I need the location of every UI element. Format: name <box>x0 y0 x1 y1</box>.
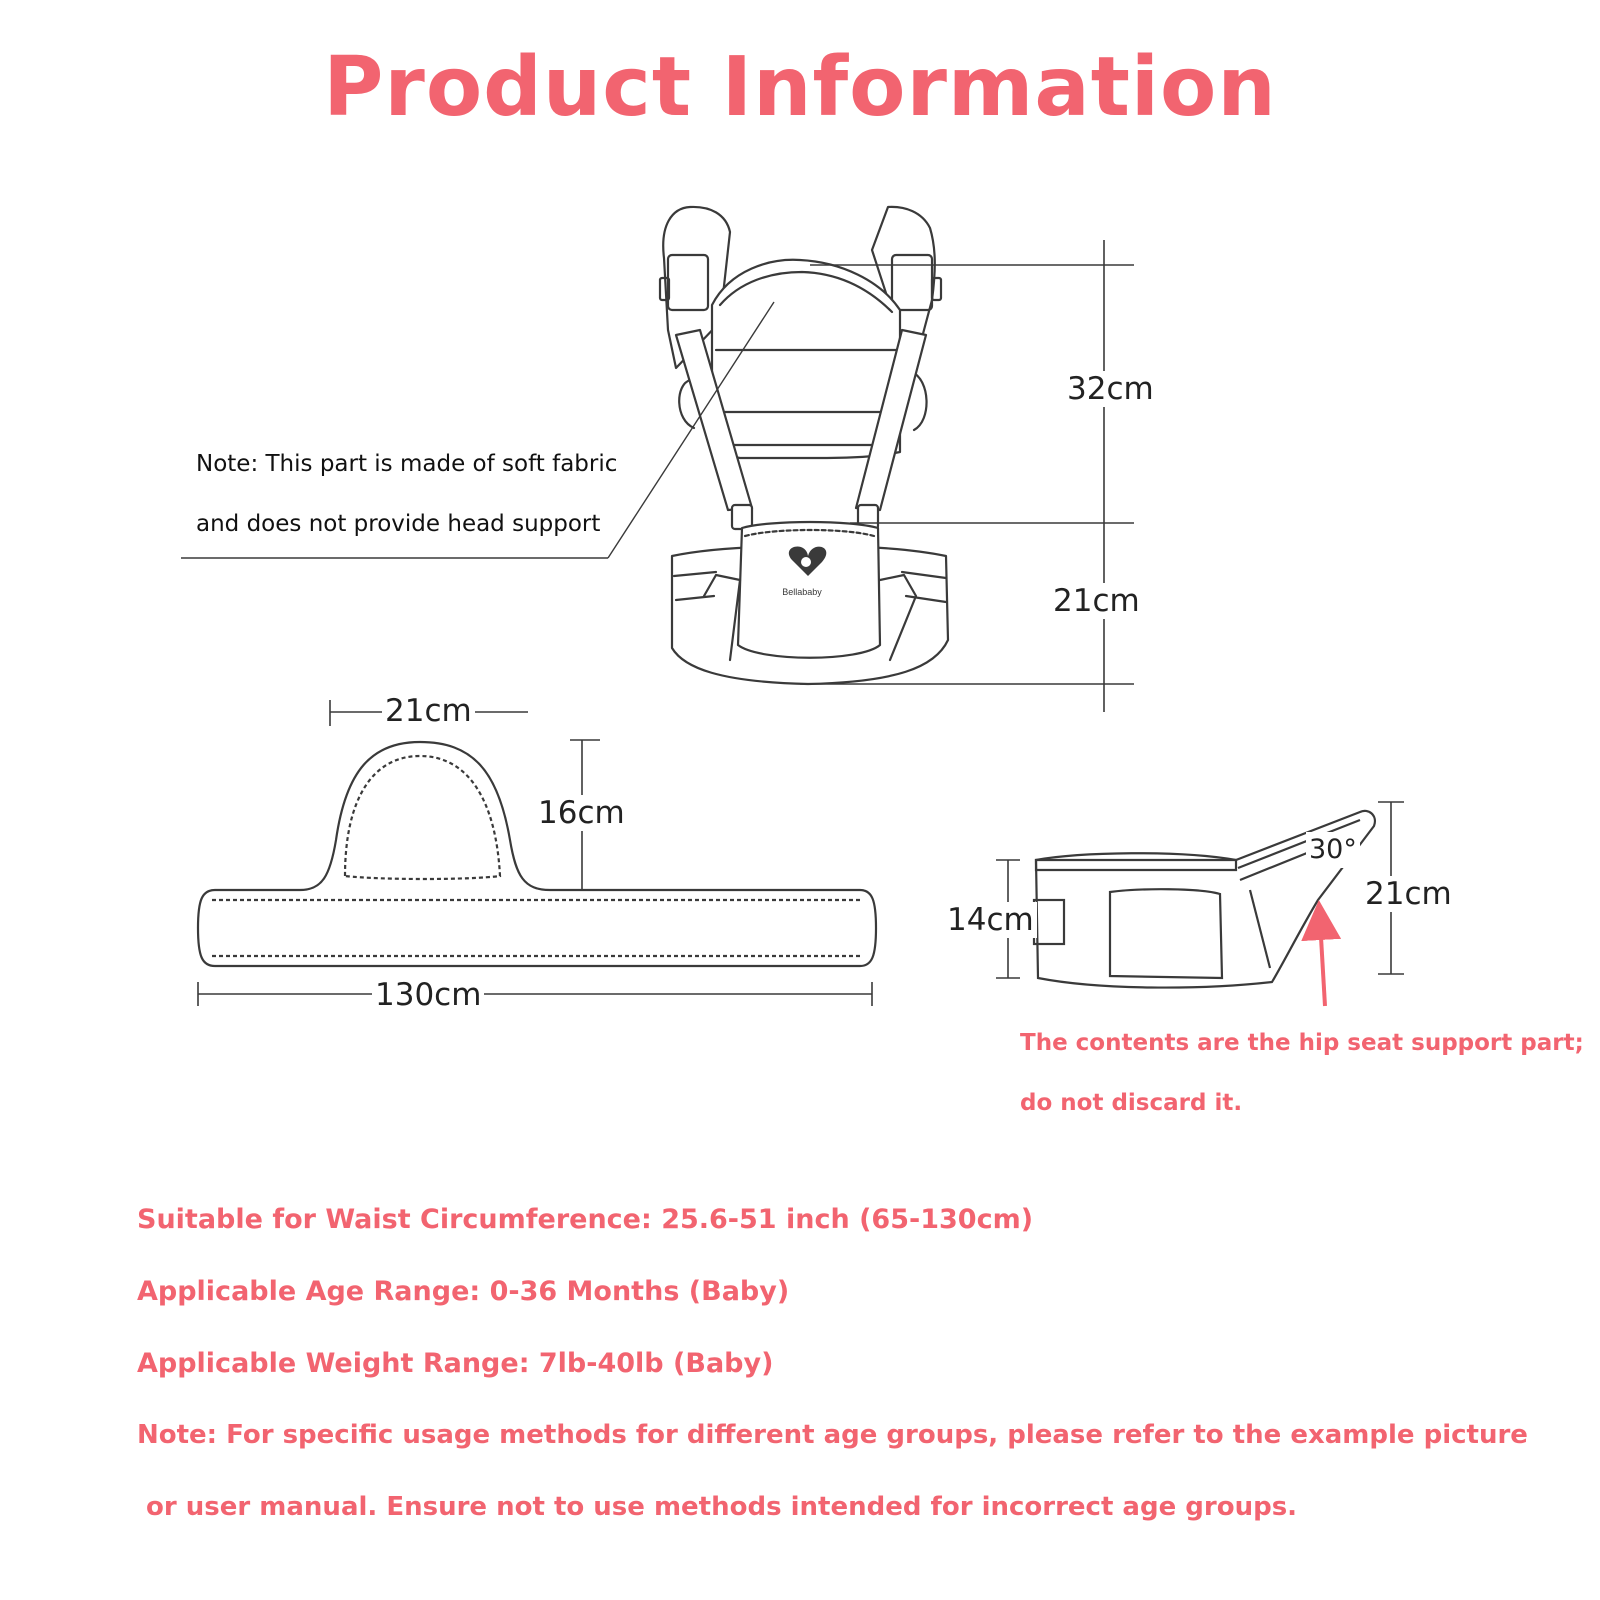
carrier-dim-upper: 32cm <box>1064 371 1157 407</box>
carrier-brand-label: Bellababy <box>782 587 822 597</box>
spec-weight: Applicable Weight Range: 7lb-40lb (Baby) <box>137 1348 774 1379</box>
spec-waist: Suitable for Waist Circumference: 25.6-51 inch (65-130cm) <box>137 1204 1034 1235</box>
hip-seat-dim-angle: 30° <box>1306 832 1360 868</box>
spec-note-line2: or user manual. Ensure not to use methods intended for incorrect age groups. <box>137 1492 1298 1522</box>
spec-age: Applicable Age Range: 0-36 Months (Baby) <box>137 1276 790 1307</box>
headrest-dim-width: 21cm <box>382 693 475 729</box>
headrest-belt-illustration <box>198 742 876 966</box>
baby-carrier-illustration <box>660 207 948 684</box>
spec-note-line1: Note: For specific usage methods for different age groups, please refer to the example picture <box>137 1420 1528 1450</box>
headrest-dim-height: 16cm <box>535 795 628 831</box>
head-note-line1: Note: This part is made of soft fabric <box>196 451 618 477</box>
belt-dim-length: 130cm <box>372 977 484 1013</box>
page-title: Product Information <box>323 40 1277 135</box>
hip-seat-arrow <box>1320 920 1325 1006</box>
carrier-dim-lower: 21cm <box>1050 583 1143 619</box>
hip-note-line2: do not discard it. <box>1020 1090 1243 1116</box>
hip-seat-dim-seat-height: 21cm <box>1362 876 1455 912</box>
head-note-line2: and does not provide head support <box>196 511 601 537</box>
hip-note-line1: The contents are the hip seat support part; <box>1020 1030 1584 1056</box>
hip-seat-dim-height: 14cm <box>944 902 1037 938</box>
